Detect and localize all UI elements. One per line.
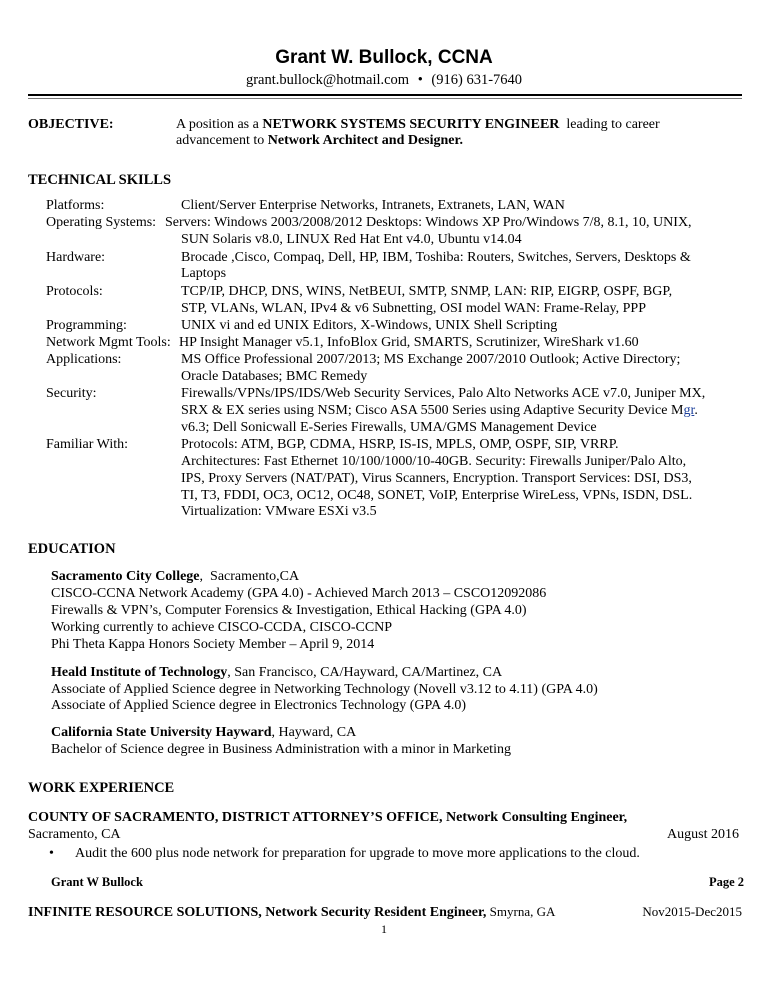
objective-text-2: advancement to xyxy=(176,133,268,148)
objective-line-1 xyxy=(176,116,660,133)
education-scc-line-3: Working currently to achieve CISCO-CCDA, CISCO-CCNP xyxy=(51,620,393,635)
skill-value-familiar-3: IPS, Proxy Servers (NAT/PAT), Virus Scanners, Encryption. Transport Services: DSI, DS3, xyxy=(181,471,692,486)
skill-label-security: Security: xyxy=(46,386,97,401)
skill-value-security-1: Firewalls/VPNs/IPS/IDS/Web Security Services, Palo Alto Networks ACE v7.0, Juniper MX, xyxy=(181,386,706,401)
education-scc-line-2: Firewalls & VPN’s, Computer Forensics & Investigation, Ethical Hacking (GPA 4.0) xyxy=(51,603,527,618)
bullet-separator: • xyxy=(417,72,423,88)
objective-label: OBJECTIVE: xyxy=(28,117,114,132)
job-2-employer: INFINITE RESOURCE SOLUTIONS, Network Security Resident Engineer, xyxy=(28,905,487,920)
objective-text: A position as a xyxy=(176,117,263,132)
education-heald-title xyxy=(51,664,502,681)
resume-name: Grant W. Bullock, CCNA xyxy=(275,47,493,68)
school-name: California State University Hayward xyxy=(51,725,272,740)
skill-value-familiar-5: Virtualization: VMware ESXi v3.5 xyxy=(181,504,377,519)
job-2-title xyxy=(28,903,555,921)
skill-label-platforms: Platforms: xyxy=(46,198,105,213)
skill-label-protocols: Protocols: xyxy=(46,284,103,299)
job-2-date: Nov2015-Dec2015 xyxy=(642,904,742,919)
job-1-location: Sacramento, CA xyxy=(28,827,121,842)
skill-value-familiar-1: Protocols: ATM, BGP, CDMA, HSRP, IS-IS, MPLS, OMP, OSPF, SIP, VRRP. xyxy=(181,437,619,452)
skill-value-applications-2: Oracle Databases; BMC Remedy xyxy=(181,369,368,384)
skill-label-programming: Programming: xyxy=(46,318,127,333)
skill-value-platforms: Client/Server Enterprise Networks, Intranets, Extranets, LAN, WAN xyxy=(181,198,565,213)
school-location: , San Francisco, CA/Hayward, CA/Martinez, CA xyxy=(227,665,503,680)
education-heading: EDUCATION xyxy=(28,541,116,557)
education-scc-line-1: CISCO-CCNA Network Academy (GPA 4.0) - Achieved March 2013 – CSCO12092086 xyxy=(51,586,547,601)
footer-name: Grant W Bullock xyxy=(51,875,143,889)
skill-value-security-2 xyxy=(181,402,698,419)
skill-value-protocols-1: TCP/IP, DHCP, DNS, WINS, NetBEUI, SMTP, SNMP, LAN: RIP, EIGRP, OSPF, BGP, xyxy=(181,284,673,299)
education-heald-line-1: Associate of Applied Science degree in Networking Technology (Novell v3.12 to 4.11) (GPA 4.0) xyxy=(51,682,598,697)
education-scc-title xyxy=(51,568,299,585)
contact-line xyxy=(0,72,768,89)
objective-text-end: leading to career xyxy=(559,117,660,132)
job-1-title: COUNTY OF SACRAMENTO, DISTRICT ATTORNEY’S OFFICE, Network Consulting Engineer, xyxy=(28,810,628,825)
work-experience-heading: WORK EXPERIENCE xyxy=(28,780,175,796)
job-1-bullet-1: Audit the 600 plus node network for preparation for upgrade to move more applications to the cloud. xyxy=(75,846,640,861)
email-address: grant.bullock@hotmail.com xyxy=(245,72,410,88)
job-1-date: August 2016 xyxy=(667,827,739,842)
footer-page-label: Page 2 xyxy=(708,875,744,889)
phone-number: (916) 631-7640 xyxy=(431,72,523,88)
skill-label-familiar: Familiar With: xyxy=(46,437,129,452)
security-text-end: . xyxy=(694,403,698,418)
header-rule-thin xyxy=(28,98,742,99)
job-2-location: Smyrna, GA xyxy=(486,904,556,919)
skill-value-programming: UNIX vi and ed UNIX Editors, X-Windows, UNIX Shell Scripting xyxy=(181,318,558,333)
objective-target-role: NETWORK SYSTEMS SECURITY ENGINEER xyxy=(262,117,560,132)
education-csu-line-1: Bachelor of Science degree in Business Administration with a minor in Marketing xyxy=(51,742,511,757)
skill-label-applications: Applications: xyxy=(46,352,122,367)
skill-label-netmgmt: Network Mgmt Tools: xyxy=(46,335,171,350)
job-1-bullet-marker: • xyxy=(49,846,54,861)
skill-value-applications-1: MS Office Professional 2007/2013; MS Exchange 2007/2010 Outlook; Active Directory; xyxy=(181,352,681,367)
school-location: , Sacramento,CA xyxy=(199,569,300,584)
education-scc-line-4: Phi Theta Kappa Honors Society Member – April 9, 2014 xyxy=(51,637,375,652)
skill-value-familiar-2: Architectures: Fast Ethernet 10/100/1000/10-40GB. Security: Firewalls Juniper/Palo Alto, xyxy=(181,454,687,469)
skill-value-familiar-4: TI, T3, FDDI, OC3, OC12, OC48, SONET, VoIP, Enterprise WireLess, VPNs, ISDN, DSL. xyxy=(181,488,693,503)
security-link[interactable]: gr xyxy=(683,403,695,418)
skill-value-security-3: v6.3; Dell Sonicwall E-Series Firewalls, UMA/GMS Management Device xyxy=(181,420,597,435)
school-name: Heald Institute of Technology xyxy=(51,665,228,680)
skill-value-os-1: Servers: Windows 2003/2008/2012 Desktops: Windows XP Pro/Windows 7/8, 8.1, 10, UNIX, xyxy=(165,215,692,230)
skill-value-hardware-2: Laptops xyxy=(181,266,227,281)
page-number: 1 xyxy=(381,922,387,936)
skill-value-protocols-2: STP, VLANs, WLAN, IPv4 & v6 Subnetting, OSI model WAN: Frame-Relay, PPP xyxy=(181,301,646,316)
skill-label-os: Operating Systems: xyxy=(46,215,157,230)
technical-skills-heading: TECHNICAL SKILLS xyxy=(28,172,172,188)
skill-label-hardware: Hardware: xyxy=(46,250,106,265)
education-heald-line-2: Associate of Applied Science degree in Electronics Technology (GPA 4.0) xyxy=(51,698,467,713)
header-rule xyxy=(28,94,742,96)
school-name: Sacramento City College xyxy=(51,569,200,584)
skill-value-hardware-1: Brocade ,Cisco, Compaq, Dell, HP, IBM, Toshiba: Routers, Switches, Servers, Desktops & xyxy=(181,250,691,265)
school-location: , Hayward, CA xyxy=(271,725,357,740)
objective-career-goal: Network Architect and Designer. xyxy=(267,133,463,148)
skill-value-netmgmt: HP Insight Manager v5.1, InfoBlox Grid, SMARTS, Scrutinizer, WireShark v1.60 xyxy=(179,335,639,350)
education-csu-title xyxy=(51,724,356,741)
security-text: SRX & EX series using NSM; Cisco ASA 5500 Series using Adaptive Security Device M xyxy=(181,403,684,418)
objective-line-2 xyxy=(176,132,463,149)
skill-value-os-2: SUN Solaris v8.0, LINUX Red Hat Ent v4.0, Ubuntu v14.04 xyxy=(181,232,522,247)
